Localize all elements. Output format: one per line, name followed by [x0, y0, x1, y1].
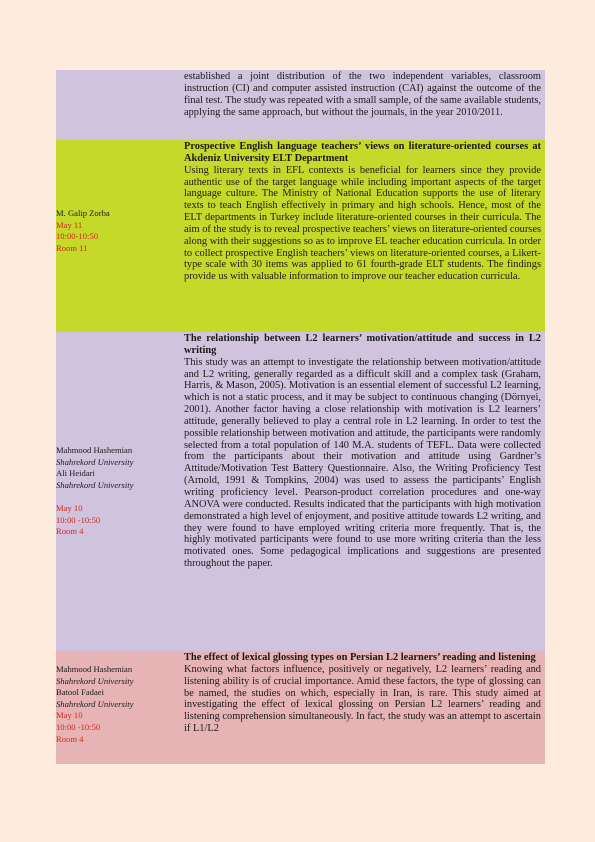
entry-title: Prospective English language teachers’ views on literature-oriented courses at Akdeniz University ELT Department: [184, 141, 541, 164]
entry-title: The relationship between L2 learners’ motivation/attitude and success in L2 writing: [184, 333, 541, 356]
entry-row-hashemian-fadaei: [56, 651, 545, 764]
session-room: Room 4: [56, 733, 84, 744]
presenter-name: M. Galip Zorba: [56, 208, 110, 218]
session-date: May 11: [56, 219, 83, 230]
entry-title: The effect of lexical glossing types on Persian L2 learners’ reading and listening: [184, 652, 536, 663]
entry-row-zorba: [56, 140, 545, 332]
entry-row-hashemian-heidari: [56, 332, 545, 651]
presenter-name: Ali Heidari: [56, 468, 95, 479]
abstract-text: established a joint distribution of the two independent variables, classroom instruction (CI) and computer assisted instruction (CAI) against the outcome of the final test. The study was repeated with a small sample, of the same available students, applying the same approach, but without the journals, in the year 2010/2011.: [184, 71, 541, 118]
entry-meta: [56, 445, 180, 538]
presenter-affiliation: Shahrekord University: [56, 479, 134, 490]
session-time: 10:00 -10:50: [56, 514, 101, 525]
session-time: 10:00-10:50: [56, 231, 99, 242]
session-date: May 10: [56, 502, 83, 513]
presenter-affiliation: Shahrekord University: [56, 675, 134, 686]
entry-content: [184, 652, 541, 735]
entry-row-continuation: [56, 70, 545, 140]
presenter-affiliation: Shahrekord University: [56, 456, 134, 467]
spacer: [56, 491, 180, 503]
presenter-name: Mahmood Hashemian: [56, 445, 133, 455]
abstract-text: Using literary texts in EFL contexts is beneficial for learners since they provide authentic use of the target language while including important aspects of the target language culture. The Ministry of National Education supports the use of literary texts to teach English effectively in primary and high schools. Hence, most of the ELT departments in Turkey include literature-oriented courses in their curricula. The aim of the study is to reveal prospective teachers’ views on literature-oriented courses along with their suggestions so as to improve EL teacher education curricula. In order to collect prospective English teachers’ views on literature-oriented courses, a Likert- type scale with 30 items was applied to 61 fourth-grade ELT students. The findings provide us with valuable information to improve our teacher education curricula.: [184, 164, 541, 283]
entry-meta: [56, 664, 180, 745]
entry-content: [184, 333, 541, 570]
presenter-name: Batool Fadaei: [56, 687, 104, 698]
session-date: May 10: [56, 710, 83, 721]
entry-content: [184, 71, 541, 118]
entry-meta: [56, 208, 180, 254]
presenter-affiliation: Shahrekord University: [56, 698, 134, 709]
abstract-text: This study was an attempt to investigate the relationship between motivation/attitude and L2 writing, generally regarded as a difficult skill and a complex task (Graham, Harris, & Mason, 2005). Motivation is an essential element of successful L2 learning, which is not a static process, and it may be subject to continuous changing (Dörnyei, 2001). Another factor having a close relationship with motivation is L2 learners’ attitude, generally believed to play a central role in L2 learning. In order to test the possible relationship between motivation and attitude, the participants were randomly selected from a total population of 140 M.A. students of TEFL. Data were collected from the participants about their motivation and attitude using Gardner’s Attitude/Motivation Test Battery Questionnaire. Also, the Writing Proficiency Test (Arnold, 1991 & Tompkins, 2004) was used to assess the participants’ English writing proficiency level. Pearson-product correlation procedures and one-way ANOVA were conducted. Results indicated that the participants with high motivation demonstrated a high level of enjoyment, and positive attitude towards L2 writing, and they were found to have employed writing criteria more frequently. That is, the highly motivated participants were found to use more writing criteria than the less motivated ones. Some pedagogical implications and suggestions are presented throughout the paper.: [184, 356, 541, 570]
session-room: Room 11: [56, 242, 88, 253]
entry-content: [184, 141, 541, 283]
session-room: Room 4: [56, 526, 84, 537]
session-time: 10:00 -10:50: [56, 721, 101, 732]
abstract-text: Knowing what factors influence, positively or negatively, L2 learners’ reading and listening ability is of crucial importance. Amid these factors, the type of glossing can be named, the studies on which, especially in Iran, is rare. This study aimed at investigating the effect of lexical glossing on Persian L2 learners’ reading and listening comprehension simultaneously. In fact, the study was an attempt to ascertain if L1/L2: [184, 663, 541, 735]
presenter-name: Mahmood Hashemian: [56, 664, 133, 674]
